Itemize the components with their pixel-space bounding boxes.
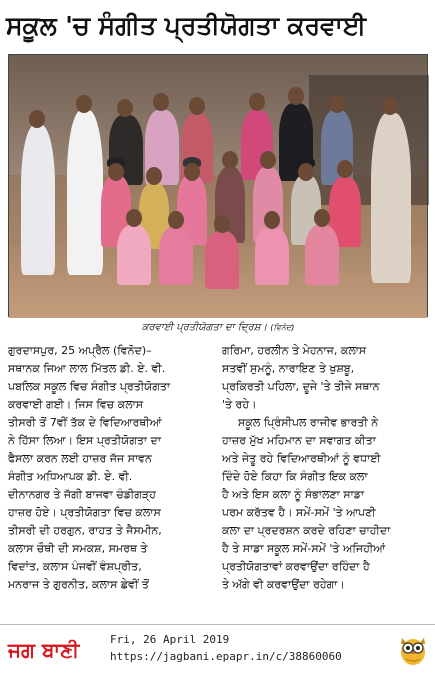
- article-line: 'ਤੇ ਰਹੇ।: [222, 398, 257, 411]
- article-line: ਕਲਾਸ ਚੌਥੀ ਦੀ ਸਮਕਸ਼, ਸਮਰਥ ਤੇ: [8, 542, 148, 555]
- article-line: ਮਨਰਾਜ ਤੇ ਗੁਰਨੀਤ, ਕਲਾਸ ਛੇਵੀਂ ਤੋਂ: [8, 578, 149, 591]
- article-line: ਨੇ ਹਿੱਸਾ ਲਿਆ। ਇਸ ਪ੍ਰਤੀਯੋਗਤਾ ਦਾ: [8, 434, 161, 447]
- caption-text: ਕਰਵਾਈ ਪ੍ਰਤੀਯੋਗਤਾ ਦਾ ਦ੍ਰਿਸ਼।: [141, 322, 268, 333]
- article-line: ਪ੍ਰਤੀਯੋਗਤਾਵਾਂ ਕਰਵਾਉਂਦਾ ਰਹਿੰਦਾ ਹੈ: [222, 560, 370, 573]
- caption-credit: (ਵਿਨੋਦ): [270, 323, 295, 332]
- source-url[interactable]: https://jagbani.epapr.in/c/38860060: [110, 650, 342, 663]
- footer-divider: [0, 624, 435, 625]
- article-line: ਸੰਗੀਤ ਅਧਿਆਪਕ ਡੀ. ਏ. ਵੀ.: [8, 470, 133, 483]
- photo-caption: [8, 320, 428, 336]
- owl-icon: [398, 632, 428, 666]
- article-line: ਦਿੰਦੇ ਹੋਏ ਕਿਹਾ ਕਿ ਸੰਗੀਤ ਇਕ ਕਲਾ: [222, 470, 368, 483]
- article-line: ਵਿਦਾਂਤ, ਕਲਾਸ ਪੰਜਵੀਂ ਵੰਸ਼ਪ੍ਰੀਤ,: [8, 560, 142, 573]
- article-line: ਪ੍ਰਕਿਰਤੀ ਪਹਿਲਾ, ਦੂਜੇ 'ਤੇ ਤੀਜੇ ਸਥਾਨ: [222, 380, 380, 393]
- article-line: ਪਰਮ ਕਰੱਤਵ ਹੈ। ਸਮੇਂ-ਸਮੇਂ 'ਤੇ ਆਪਣੀ: [222, 506, 376, 519]
- article-line: ਸਕੂਲ ਪ੍ਰਿੰਸੀਪਲ ਰਾਜੀਵ ਭਾਰਤੀ ਨੇ: [238, 416, 379, 429]
- article-line: ਕਰਵਾਈ ਗਈ। ਜਿਸ ਵਿਚ ਕਲਾਸ: [8, 398, 144, 411]
- article-line: ਗੁਰਦਾਸਪੁਰ, 25 ਅਪ੍ਰੈਲ (ਵਿਨੋਦ)–: [8, 344, 152, 357]
- article-line: ਦੀਨਾਨਗਰ ਤੇ ਜੱਗੀ ਬਾਜਵਾ ਚੰਡੀਗੜ੍ਹ: [8, 488, 156, 501]
- article-line: ਕਲਾ ਦਾ ਪ੍ਰਦਰਸ਼ਨ ਕਰਦੇ ਰਹਿਣਾ ਚਾਹੀਦਾ: [222, 524, 391, 537]
- article-line: ਹੈ ਤੇ ਸਾਡਾ ਸਕੂਲ ਸਮੇਂ-ਸਮੇਂ 'ਤੇ ਅਜਿਹੀਆਂ: [222, 542, 386, 555]
- article-column-left: [8, 342, 214, 591]
- article-line: ਹਾਜ਼ਰ ਹੋਏ। ਪ੍ਰਤੀਯੋਗਤਾ ਵਿਚ ਕਲਾਸ: [8, 506, 161, 519]
- article-line: ਤੀਸਰੀ ਤੋਂ 7ਵੀਂ ਤੱਕ ਦੇ ਵਿਦਿਆਰਥੀਆਂ: [8, 416, 162, 429]
- article-line: ਸਤਵੀਂ ਸੁਮਨੂੰ, ਨਾਰਾਇਣ ਤੇ ਖੁਸ਼ਬੂ,: [222, 362, 355, 375]
- news-photo: [8, 54, 428, 317]
- article-line: ਅਤੇ ਜੇਤੂ ਰਹੇ ਵਿਦਿਆਰਥੀਆਂ ਨੂੰ ਵਧਾਈ: [222, 452, 381, 465]
- article-line: ਪਬਲਿਕ ਸਕੂਲ ਵਿਚ ਸੰਗੀਤ ਪ੍ਰਤੀਯੋਗਤਾ: [8, 380, 171, 393]
- article-line: ਫੈਸਲਾ ਕਰਨ ਲਈ ਹਾਜ਼ਰ ਜੱਜ ਸਾਵਨ: [8, 452, 152, 465]
- publication-date: Fri, 26 April 2019: [110, 633, 230, 646]
- article-line: ਤੇ ਅੱਗੇ ਵੀ ਕਰਵਾਉਂਦਾ ਰਹੇਗਾ।: [222, 578, 345, 591]
- brand-logo: ਜਗ ਬਾਣੀ: [8, 638, 80, 662]
- article-line: ਤੀਸਰੀ ਦੀ ਹਰਗੁਨ, ਰਾਹਤ ਤੇ ਜੈਸਮੀਨ,: [8, 524, 162, 537]
- headline: ਸਕੂਲ 'ਚ ਸੰਗੀਤ ਪ੍ਰਤੀਯੋਗਤਾ ਕਰਵਾਈ: [6, 11, 367, 40]
- article-line: ਹਾਜ਼ਰ ਮੁੱਖ ਮਹਿਮਾਨ ਦਾ ਸਵਾਗਤ ਕੀਤਾ: [222, 434, 376, 447]
- article-line: ਹੈ ਅਤੇ ਇਸ ਕਲਾ ਨੂੰ ਸੰਭਾਲਣਾ ਸਾਡਾ: [222, 488, 365, 501]
- article-line: ਸਥਾਨਕ ਜਿਆ ਲਾਲ ਮਿੱਤਲ ਡੀ. ਏ. ਵੀ.: [8, 362, 166, 375]
- article-line: ਗਰਿਮਾ, ਹਰਲੀਨ ਤੇ ਮੇਹਨਾਜ, ਕਲਾਸ: [222, 344, 367, 357]
- article-column-right: [222, 342, 428, 591]
